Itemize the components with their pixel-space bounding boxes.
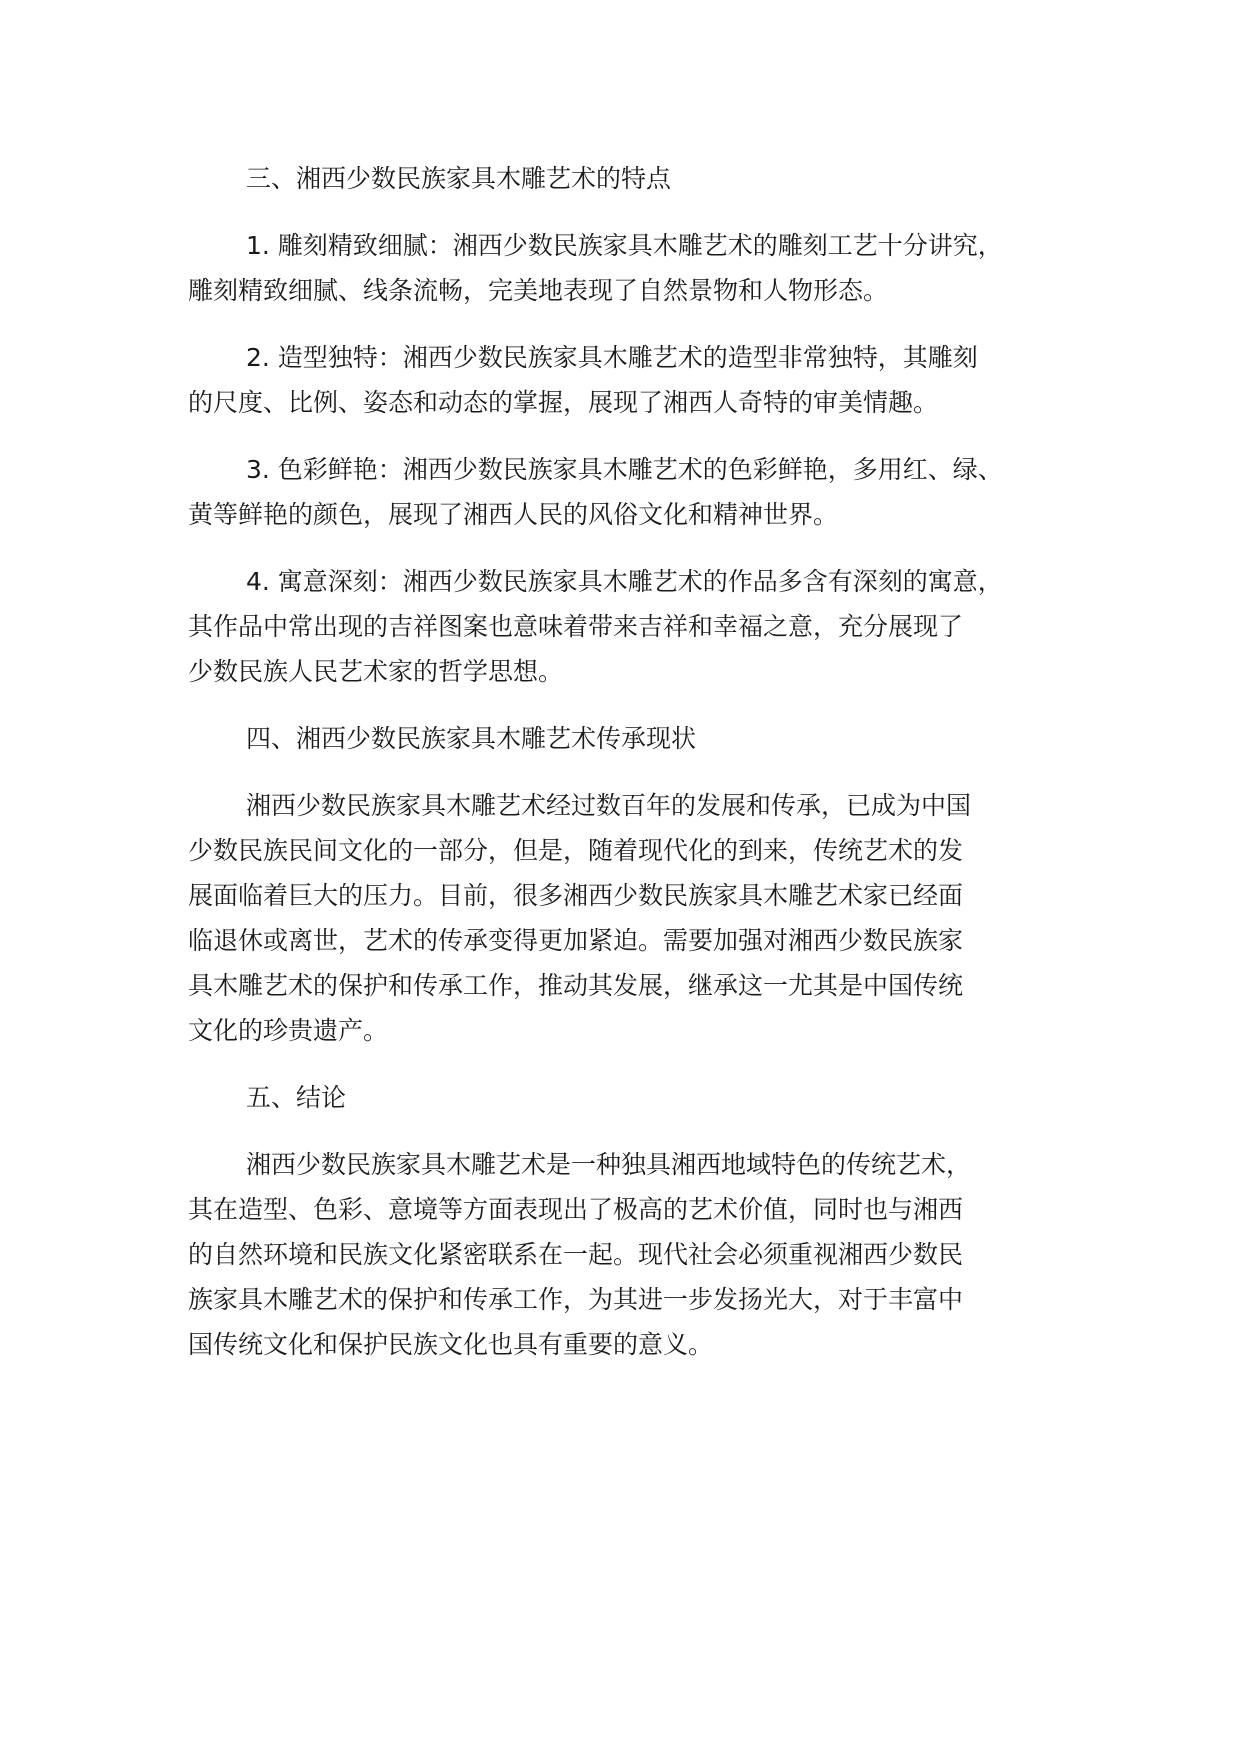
paragraph-line: 雕刻精致细腻、线条流畅，完美地表现了自然景物和人物形态。 (188, 276, 889, 305)
paragraph-line: 4. 寓意深刻：湘西少数民族家具木雕艺术的作品多含有深刻的寓意， (246, 567, 1003, 596)
paragraph-line: 2. 造型独特：湘西少数民族家具木雕艺术的造型非常独特，其雕刻 (246, 343, 978, 372)
paragraph-line: 少数民族人民艺术家的哲学思想。 (188, 657, 564, 686)
paragraph (188, 1142, 1088, 1367)
paragraph-line: 其在造型、色彩、意境等方面表现出了极高的艺术价值，同时也与湘西 (188, 1195, 964, 1224)
paragraph-line: 国传统文化和保护民族文化也具有重要的意义。 (188, 1330, 714, 1359)
paragraph-line: 黄等鲜艳的颜色，展现了湘西人民的风俗文化和精神世界。 (188, 500, 839, 529)
section-heading (188, 1075, 1088, 1120)
section-heading (188, 156, 1088, 201)
paragraph-line: 具木雕艺术的保护和传承工作，推动其发展，继承这一尤其是中国传统 (188, 971, 964, 1000)
section-heading (188, 716, 1088, 761)
paragraph-line: 的尺度、比例、姿态和动态的掌握，展现了湘西人奇特的审美情趣。 (188, 388, 939, 417)
paragraph-line: 湘西少数民族家具木雕艺术是一种独具湘西地域特色的传统艺术， (246, 1150, 972, 1179)
list-item (188, 335, 1088, 425)
paragraph-line: 文化的珍贵遗产。 (188, 1016, 389, 1045)
list-item (188, 447, 1088, 537)
paragraph-line: 的自然环境和民族文化紧密联系在一起。现代社会必须重视湘西少数民 (188, 1240, 964, 1269)
list-item (188, 223, 1088, 313)
heading-text: 四、湘西少数民族家具木雕艺术传承现状 (246, 724, 697, 753)
paragraph-line: 其作品中常出现的吉祥图案也意味着带来吉祥和幸福之意，充分展现了 (188, 612, 964, 641)
paragraph-line: 临退休或离世，艺术的传承变得更加紧迫。需要加强对湘西少数民族家 (188, 926, 964, 955)
paragraph-line: 展面临着巨大的压力。目前，很多湘西少数民族家具木雕艺术家已经面 (188, 881, 964, 910)
paragraph (188, 783, 1088, 1053)
paragraph-line: 3. 色彩鲜艳：湘西少数民族家具木雕艺术的色彩鲜艳，多用红、绿、 (246, 455, 1003, 484)
heading-text: 五、结论 (246, 1083, 347, 1112)
heading-text: 三、湘西少数民族家具木雕艺术的特点 (246, 164, 672, 193)
paragraph-line: 湘西少数民族家具木雕艺术经过数百年的发展和传承，已成为中国 (246, 791, 972, 820)
paragraph-line: 少数民族民间文化的一部分，但是，随着现代化的到来，传统艺术的发 (188, 836, 964, 865)
paragraph-line: 族家具木雕艺术的保护和传承工作，为其进一步发扬光大，对于丰富中 (188, 1285, 964, 1314)
document-body (188, 156, 1088, 1389)
list-item (188, 559, 1088, 694)
paragraph-line: 1. 雕刻精致细腻：湘西少数民族家具木雕艺术的雕刻工艺十分讲究， (246, 231, 1003, 260)
